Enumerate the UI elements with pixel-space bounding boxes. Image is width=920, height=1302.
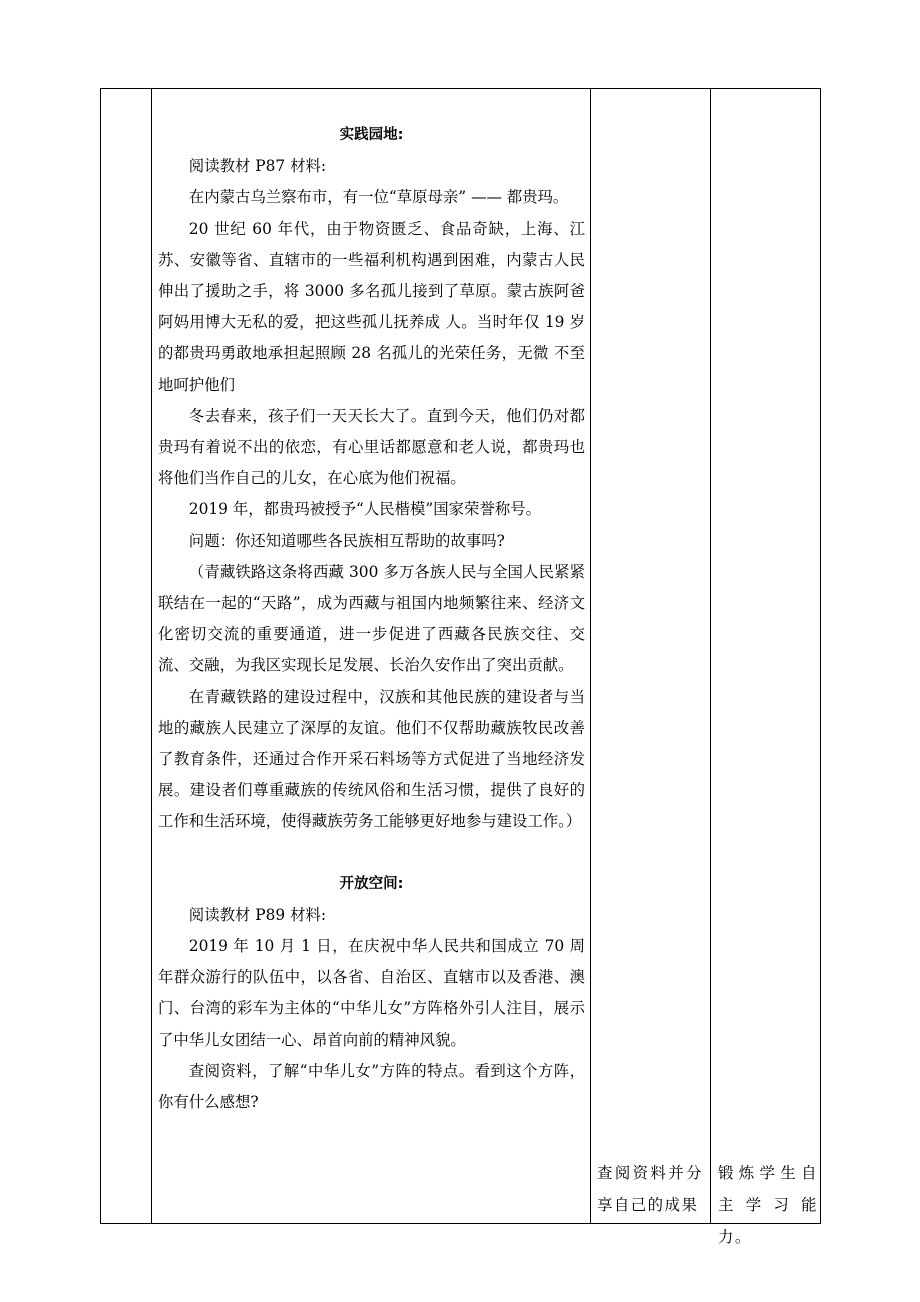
practice-read-instruction: 阅读教材 P87 材料: bbox=[188, 157, 327, 176]
open-paragraph: 2019 年 10 月 1 日，在庆祝中华人民共和国成立 70 周年群众游行的队伍中，以各省、自治区、直辖市以及香港、澳门、台湾的彩车为主体的“中华儿女”方阵格外引人注目，展示了中华儿女团结一心、昂首向前的精神风貌。 bbox=[158, 937, 585, 1049]
column-divider bbox=[590, 89, 591, 1223]
practice-paragraph: 2019 年，都贵玛被授予“人民楷模”国家荣誉称号。 bbox=[188, 500, 542, 519]
open-task: 查阅资料，了解“中华儿女”方阵的特点。看到这个方阵，你有什么感想? bbox=[158, 1061, 585, 1112]
column-divider bbox=[151, 89, 152, 1223]
practice-question: 问题：你还知道哪些各民族相互帮助的故事吗? bbox=[188, 531, 505, 550]
student-activity-cell: 查阅资料并分享自己的成果 bbox=[597, 1164, 703, 1214]
column-divider bbox=[710, 89, 711, 1223]
practice-paragraph: 20 世纪 60 年代，由于物资匮乏、食品奇缺，上海、江苏、安徽等省、直辖市的一些福利机构遇到困难，内蒙古人民伸出了援助之手，将 3000 多名孤儿接到了草原。蒙古族阿爸阿妈用博大无私的爱，把这些孤儿抚养成 人。当时年仅 19 岁的都贵玛勇敢地承担起照顾 28 名孤儿的光荣任务，无微 不至地呵护他们 bbox=[158, 219, 585, 394]
open-space-heading: 开放空间: bbox=[339, 875, 404, 892]
practice-answer: （青藏铁路这条将西藏 300 多万各族人民与全国人民紧紧联结在一起的“天路”，成为西藏与祖国内地频繁往来、经济文化密切交流的重要通道，进一步促进了西藏各民族交往、交流、交融，为我区实现长足发展、长治久安作出了突出贡献。 bbox=[158, 562, 585, 675]
design-intent-cell: 锻炼学生自主学习能力。 bbox=[718, 1164, 818, 1246]
open-read-instruction: 阅读教材 P89 材料: bbox=[188, 905, 327, 924]
teaching-content bbox=[158, 120, 585, 1118]
practice-answer: 在青藏铁路的建设过程中，汉族和其他民族的建设者与当地的藏族人民建立了深厚的友谊。他们不仅帮助藏族牧民改善了教育条件，还通过合作开采石料场等方式促进了当地经济发展。建设者们尊重藏族的传统风俗和生活习惯，提供了良好的工作和生活环境，使得藏族劳务工能够更好地参与建设工作。） bbox=[158, 687, 585, 831]
practice-paragraph: 冬去春来，孩子们一天天长大了。直到今天，他们仍对都贵玛有着说不出的依恋，有心里话都愿意和老人说，都贵玛也将他们当作自己的儿女，在心底为他们祝福。 bbox=[158, 406, 585, 488]
practice-heading: 实践园地: bbox=[339, 127, 404, 143]
practice-paragraph: 在内蒙古乌兰察布市，有一位“草原母亲” —— 都贵玛。 bbox=[188, 188, 569, 207]
